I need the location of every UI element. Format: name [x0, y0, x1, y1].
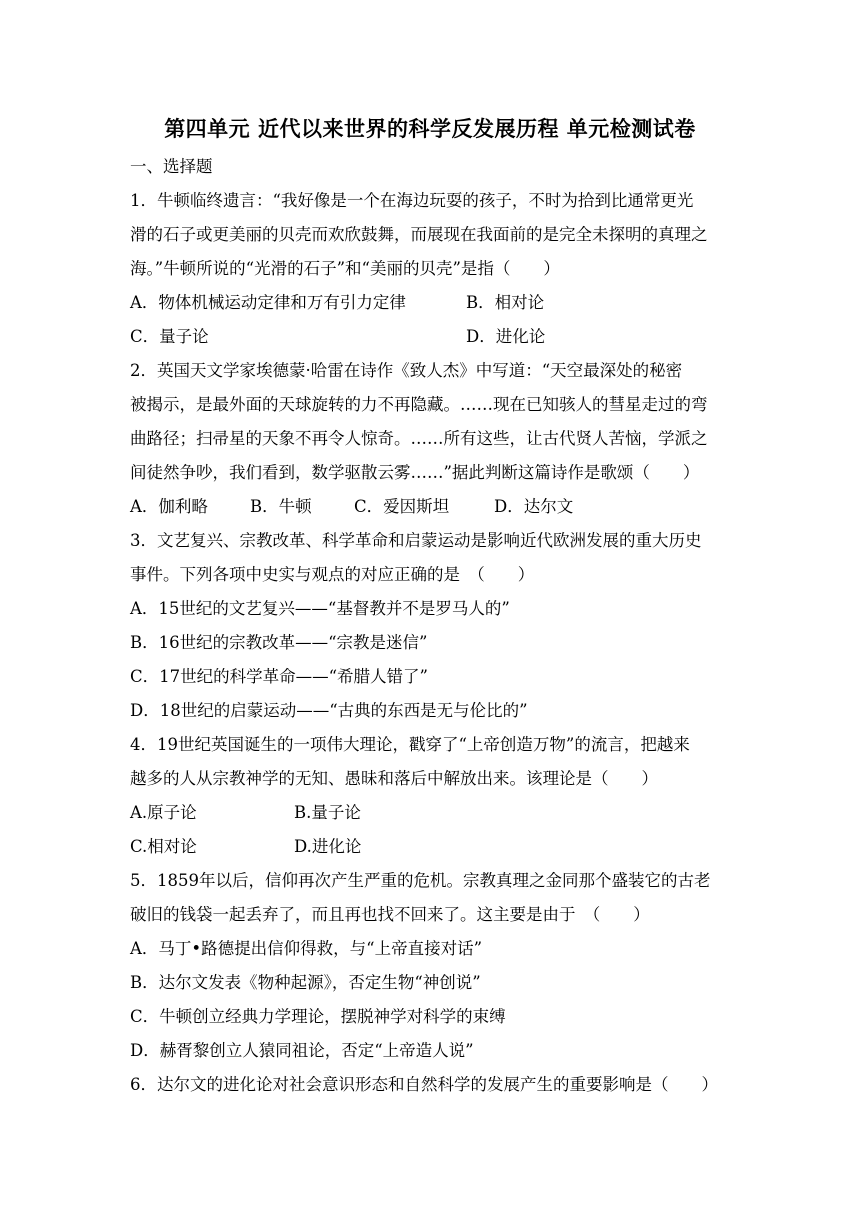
- q4-option-a: A.原子论: [130, 803, 197, 822]
- q5-option-d: D．赫胥黎创立人猿同祖论，否定“上帝造人说”: [130, 1041, 474, 1060]
- q1-option-a: A．物体机械运动定律和万有引力定律: [130, 293, 406, 312]
- q4-option-d: D.进化论: [294, 837, 362, 856]
- q1-option-d: D．进化论: [466, 327, 546, 346]
- q1-stem-line-3: 海。”牛顿所说的“光滑的石子”和“美丽的贝壳”是指（ ）: [130, 259, 560, 278]
- q1-option-c: C．量子论: [130, 327, 209, 346]
- q5-option-b: B．达尔文发表《物种起源》，否定生物“神创说”: [130, 973, 481, 992]
- q5-stem-line-2: 破旧的钱袋一起丢弃了，而且再也找不回来了。这主要是由于 （ ）: [130, 905, 650, 924]
- q2-option-b: B．牛顿: [250, 497, 312, 516]
- q3-option-b: B．16世纪的宗教改革——“宗教是迷信”: [130, 633, 428, 652]
- q1-stem-line-2: 滑的石子或更美丽的贝壳而欢欣鼓舞，而展现在我面前的是完全未探明的真理之: [130, 225, 708, 244]
- section-heading: 一、选择题: [130, 157, 213, 176]
- q2-stem-line-2: 被揭示，是最外面的天球旋转的力不再隐藏。……现在已知骇人的彗星走过的弯: [130, 395, 708, 414]
- q1-option-b: B．相对论: [466, 293, 545, 312]
- q2-option-c: C．爱因斯坦: [354, 497, 450, 516]
- q3-stem-line-2: 事件。下列各项中史实与观点的对应正确的是 （ ）: [130, 565, 535, 584]
- q6-stem-line-1: 6．达尔文的进化论对社会意识形态和自然科学的发展产生的重要影响是（ ）: [130, 1075, 718, 1094]
- q3-option-d: D．18世纪的启蒙运动——“古典的东西是无与伦比的”: [130, 701, 528, 720]
- q3-option-c: C．17世纪的科学革命——“希腊人错了”: [130, 667, 428, 686]
- q2-option-a: A．伽利略: [130, 497, 208, 516]
- q2-stem-line-4: 间徒然争吵，我们看到，数学驱散云雾……”据此判断这篇诗作是歌颂（ ）: [130, 463, 700, 482]
- q2-stem-line-1: 2．英国天文学家埃德蒙·哈雷在诗作《致人杰》中写道：“天空最深处的秘密: [130, 361, 683, 380]
- q3-option-a: A．15世纪的文艺复兴——“基督教并不是罗马人的”: [130, 599, 510, 618]
- q4-option-b: B.量子论: [294, 803, 361, 822]
- q2-stem-line-3: 曲路径；扫帚星的天象不再令人惊奇。……所有这些，让古代贤人苦恼，学派之: [130, 429, 708, 448]
- q4-stem-line-1: 4．19世纪英国诞生的一项伟大理论，戳穿了“上帝创造万物”的流言，把越来: [130, 735, 690, 754]
- q4-option-c: C.相对论: [130, 837, 197, 856]
- q5-option-c: C．牛顿创立经典力学理论，摆脱神学对科学的束缚: [130, 1007, 506, 1026]
- page-title: 第四单元 近代以来世界的科学反发展历程 单元检测试卷: [164, 117, 696, 141]
- q5-stem-line-1: 5．1859年以后，信仰再次产生严重的危机。宗教真理之金同那个盛装它的古老: [130, 871, 711, 890]
- q3-stem-line-1: 3．文艺复兴、宗教改革、科学革命和启蒙运动是影响近代欧洲发展的重大历史: [130, 531, 702, 550]
- q2-option-d: D．达尔文: [494, 497, 574, 516]
- q4-stem-line-2: 越多的人从宗教神学的无知、愚昧和落后中解放出来。该理论是（ ）: [130, 769, 658, 788]
- q5-option-a: A．马丁•路德提出信仰得救，与“上帝直接对话”: [130, 939, 483, 958]
- q1-stem-line-1: 1．牛顿临终遗言：“我好像是一个在海边玩耍的孩子，不时为拾到比通常更光: [130, 191, 694, 210]
